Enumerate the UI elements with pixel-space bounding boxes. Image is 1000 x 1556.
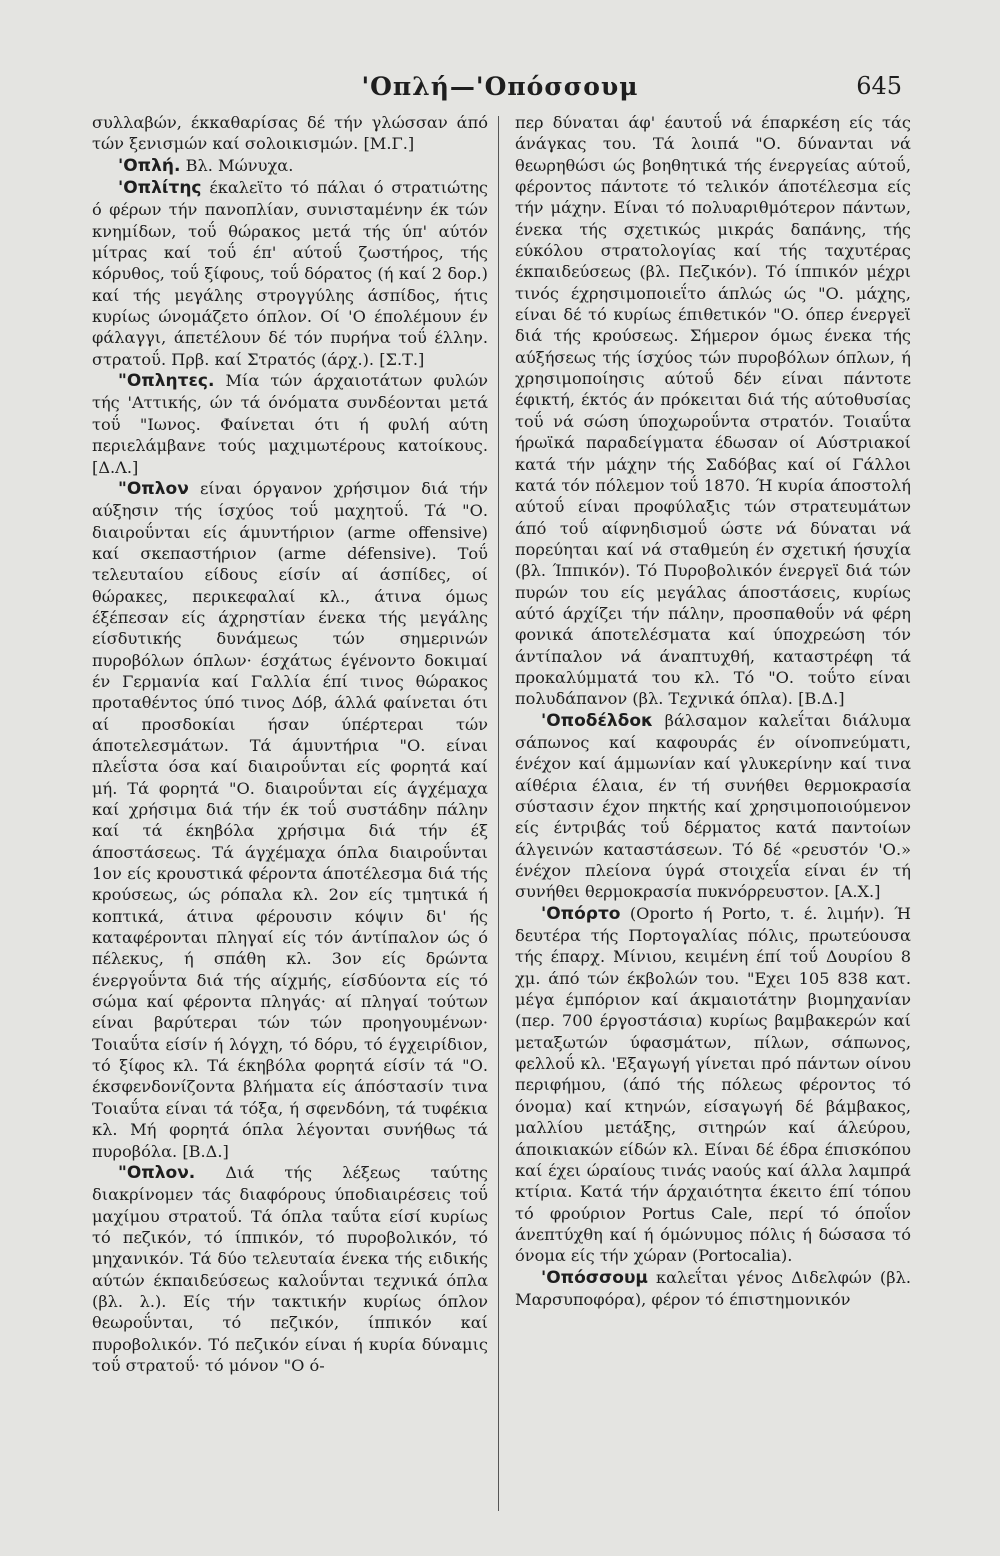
entry-text: Διά τής λέξεως ταύτης διακρίνομεν τάς διαφόρους ύποδιαιρέσεις τοΰ μαχίμου στρατοΰ. Τά όπλα ταΰτα είσί κυρίως τό πεζικόν, τό ίππικόν, τό πυροβολικόν, τό μηχανικόν. Τά δύο τελευταία ένεκα τής ειδικής αύτών έκπαιδεύσεως καλοΰνται τεχνικά όπλα (βλ. λ.). Είς τήν τακτικήν κυρίως όπλον θεωροΰνται, τό πεζικόν, ίππικόν καί πυροβολικόν. Τό πεζικόν είναι ή κυρία δύναμις τοΰ στρατοΰ· τό μόνον "Ο ό- (92, 1162, 488, 1375)
right-column (515, 112, 911, 1310)
entry-headword: 'Οπόρτο (541, 903, 621, 924)
entry-text: Μία τών άρχαιοτάτων φυλών τής 'Αττικής, ών τά όνόματα συνδέονται μετά τοΰ "Ιωνος. Φαίνεται ότι ή φυλή αύτη περιελάμβανε τούς μαχιμωτέρους κατοίκους. [Δ.Λ.] (92, 371, 488, 477)
dictionary-entry (92, 155, 488, 177)
dictionary-entry (92, 177, 488, 370)
entry-headword: "Οπλον (118, 478, 189, 499)
entry-text: συλλαβών, έκκαθαρίσας δέ τήν γλώσσαν άπό τών ξενισμών καί σολοικισμών. [Μ.Γ.] (92, 113, 488, 154)
entry-text: βάλσαμον καλεΐται διάλυμα σάπωνος καί καφουράς έν οίνοπνεύματι, ένέχον καί άμμωνίαν καί γλυκερίνην καί τινα αίθέρια έλαια, έν τή συνήθει θερμοκρασία σύστασιν έχον πηκτής καί χρησιμοποιούμενον είς έντριβάς τοΰ δέρματος κατά παντοίων άλγεινών καταστάσεων. Τό δέ «ρευστόν 'Ο.» ένέχον πλείονα ύγρά στοιχεΐα είναι έν τή συνήθει θερμοκρασία πυκνόρρευστον. [Α.Χ.] (515, 710, 911, 902)
dictionary-entry (92, 1162, 488, 1376)
left-column (92, 112, 488, 1376)
entry-text: Βλ. Μώνυχα. (180, 155, 294, 175)
running-title: 'Οπλή—'Οπόσσουμ (361, 72, 639, 101)
entry-headword: 'Οποδέλδοκ (541, 710, 654, 731)
dictionary-entry (92, 478, 488, 1162)
dictionary-entry (92, 370, 488, 478)
entry-headword: 'Οπλίτης (118, 178, 202, 199)
continued-paragraph (92, 112, 488, 155)
page-number: 645 (856, 72, 902, 100)
continued-paragraph (515, 112, 911, 710)
dictionary-entry (515, 1267, 911, 1311)
column-divider (498, 116, 499, 1511)
entry-headword: 'Οπόσσουμ (541, 1267, 648, 1288)
entry-headword: "Οπλητες. (118, 371, 215, 392)
entry-text: (Oporto ή Porto, τ. έ. λιμήν). Ή δευτέρα τής Πορτογαλίας πόλις, πρωτεύουσα τής έπαρχ. Μίνιου, κειμένη έπί τοΰ Δουρίου 8 χμ. άπό τών έκβολών του. "Εχει 105 838 κατ. μέγα έμπόριον καί άκμαιοτάτην βιομηχανίαν (περ. 700 έργοστάσια) κυρίως βαμβακερών καί μεταξωτών ύφασμάτων, πίλων, σάπωνος, φελλοΰ κλ. 'Εξαγωγή γίνεται πρό πάντων οίνου περιφήμου, (άπό τής πόλεως φέροντος τό όνομα) καί κτηνών, είσαγωγή δέ βάμβακος, μαλλίου μετάξης, σιτηρών καί άλεύρου, άποικιακών είδών κλ. Είναι δέ έδρα έπισκόπου καί έχει ώραίους τινάς ναούς καί άλλα λαμπρά κτίρια. Κατά τήν άρχαιότητα έκειτο έπί τόπου τό φρούριον Portus Cale, περί τό όποΐον άνεπτύχθη καί ή όμώνυμος πόλις ή δώσασα τό όνομα είς τήν χώραν (Portocalia). (515, 903, 911, 1266)
entry-text: είναι όργανον χρήσιμον διά τήν αύξησιν τής ίσχύος τοΰ μαχητοΰ. Τά "Ο. διαιροΰνται είς άμυντήριον (arme offensive) καί σκεπαστήριον (arme défensive). Τοΰ τελευταίου είδους είσίν αί άσπίδες, οί θώρακες, περικεφαλαί κλ., άτινα όμως έξέπεσαν είς άχρηστίαν ένεκα τής μεγάλης είσδυτικής δυνάμεως τών σημερινών πυροβόλων όπλων· έσχάτως έγένοντο δοκιμαί έν Γερμανία καί Γαλλία έπί τινος θώρακος προταθέντος ύπό τινος Δόβ, άλλά φαίνεται ότι αί προσδοκίαι ήσαν ύπέρτεραι τών άποτελεσμάτων. Τά άμυντήρια "Ο. είναι πλεΐστα όσα καί διαιροΰνται είς φορητά καί μή. Τά φορητά "Ο. διαιροΰνται είς άγχέμαχα καί χρήσιμα διά τήν έκ τοΰ συστάδην πάλην καί τά έκηβόλα χρήσιμα διά τήν έξ άποστάσεως. Τά άγχέμαχα όπλα διαιροΰνται 1ον είς κρουστικά φέροντα άποτέλεσμα διά τής κρούσεως, ώς ρόπαλα κλ. 2ον είς τμητικά ή κοπτικά, άτινα φέρουσιν κόψιν δι' ής καταφέρονται πληγαί είς τόν άντίπαλον ώς ό πέλεκυς, ή σπάθη κλ. 3ον είς δρώντα ένεργοΰντα διά τής αίχμής, είσδύοντα είς τό σώμα καί φέροντα πληγάς· αί πληγαί τούτων είναι βαρύτεραι τών τών προηγουμένων· Τοιαΰτα είσίν ή λόγχη, τό δόρυ, τό έγχειρίδιον, τό ξίφος κλ. Τά έκηβόλα φορητά είσίν τά "Ο. έκσφενδονίζοντα βλήματα είς άπόστασίν τινα Τοιαΰτα είναι τά τόξα, ή σφενδόνη, τά τυφέκια κλ. Μή φορητά όπλα λέγονται συνήθως τά πυροβόλα. [Β.Δ.] (92, 478, 488, 1161)
entry-text: έκαλεϊτο τό πάλαι ό στρατιώτης ό φέρων τήν πανοπλίαν, συνισταμένην έκ τών κνημίδων, τοΰ θώρακος μετά τής ύπ' αύτόν μίτρας καί τοΰ έπ' αύτοΰ ζωστήρος, τής κόρυθος, τοΰ ξίφους, τοΰ δόρατος (ή καί 2 δορ.) καί τής μεγάλης στρογγύλης άσπίδος, ήτις κυρίως ώνομάζετο όπλον. Οί 'Ο έπολέμουν έν φάλαγγι, άπετέλουν δέ τόν πυρήνα τοΰ έλλην. στρατοΰ. Πρβ. καί Στρατός (άρχ.). [Σ.Τ.] (92, 178, 488, 369)
dictionary-entry (515, 903, 911, 1267)
entry-text: περ δύναται άφ' έαυτοΰ νά έπαρκέση είς τάς άνάγκας του. Τά λοιπά "Ο. δύνανται νά θεωρηθώσι ώς βοηθητικά τής ένεργείας αύτοΰ, φέροντος πάντοτε τό τελικόν άποτέλεσμα είς τήν μάχην. Είναι τό πολυαριθμότερον πάντων, ένεκα τής σχετικώς μικράς δαπάνης, τής εύκόλου στρατολογίας καί τής ταχυτέρας έκπαιδεύσεως (βλ. Πεζικόν). Τό ίππικόν μέχρι τινός έχρησιμοποιεΐτο άπλώς ώς "Ο. μάχης, είναι δέ τό κυρίως έπιθετικόν "Ο. όπερ ένεργεϊ διά τής κρούσεως. Σήμερον όμως ένεκα τής αύξήσεως τής ίσχύος τών πυροβόλων όπλων, ή χρησιμοποίησις αύτοΰ δέν είναι πάντοτε έφικτή, έκτός άν πρόκειται διά τής αύτοθυσίας τοΰ νά σώση ύποχωροΰντα στρατόν. Τοιαΰτα ήρωϊκά παραδείγματα έδωσαν οί Αύστριακοί κατά τήν μάχην τής Σαδόβας καί οί Γάλλοι κατά τόν πόλεμον τοΰ 1870. Ή κυρία άποστολή αύτοΰ είναι προφύλαξις τών στρατευμάτων άπό τοΰ αίφνηδισμοΰ ώστε νά δύναται νά πορεύηται καί νά σταθμεύη έν σχετική ήσυχία (βλ. Ίππικόν). Τό Πυροβολικόν ένεργεϊ διά τών πυρών του είς μεγάλας άποστάσεις, κυρίως αύτό άρχίζει τήν πάλην, προσπαθοΰν νά φέρη φονικά άποτελέσματα καί ύποχρεώση τόν άντίπαλον νά άναπτυχθή, καταστρέφη τά προκαλύμματά του κλ. Τό "Ο. τοΰτο είναι πολυδάπανον (βλ. Τεχνικά όπλα). [Β.Δ.] (515, 113, 911, 709)
entry-headword: "Οπλον. (118, 1162, 196, 1183)
entry-headword: 'Οπλή. (118, 155, 181, 176)
dictionary-entry (515, 710, 911, 903)
entry-text: καλεΐται γένος Διδελφών (βλ. Μαρσυποφόρα), φέρον τό έπιστημονικόν (515, 1267, 911, 1309)
